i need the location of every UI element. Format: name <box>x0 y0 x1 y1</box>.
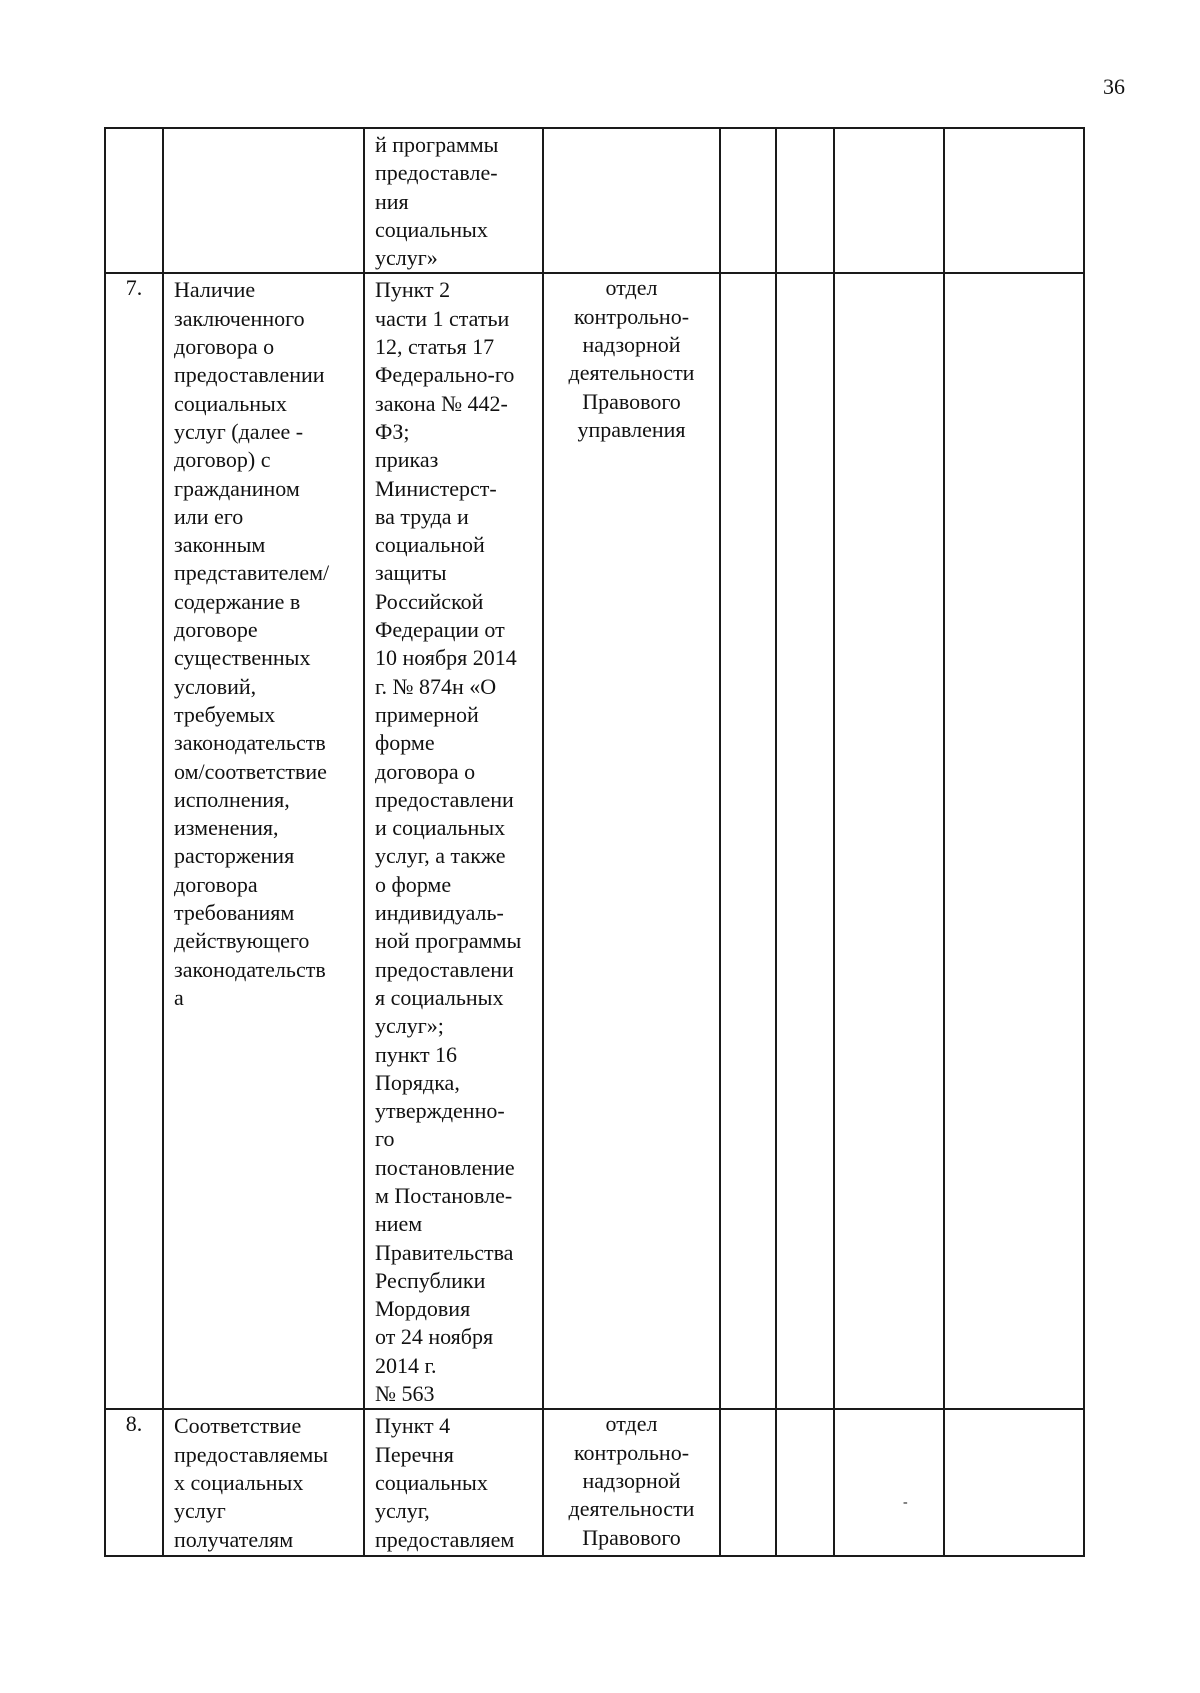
responsible-cell <box>543 128 720 273</box>
empty-cell <box>944 273 1084 1409</box>
dash-cell <box>834 1409 944 1556</box>
inspection-table <box>104 127 1085 1557</box>
row-number-cell <box>105 128 163 273</box>
requirement-cell: Соответствие предоставляемы х социальных услуг получателям <box>163 1409 364 1556</box>
dash-mark: - <box>903 1495 908 1511</box>
legal-basis-cell: Пункт 4 Перечня социальных услуг, предоставляем <box>364 1409 543 1556</box>
empty-cell <box>944 1409 1084 1556</box>
empty-cell <box>720 273 776 1409</box>
empty-cell <box>944 128 1084 273</box>
empty-cell <box>720 1409 776 1556</box>
empty-cell <box>834 273 944 1409</box>
table-row <box>105 1409 1084 1556</box>
legal-basis-cell: й программы предоставле- ния социальных услуг» <box>364 128 543 273</box>
empty-cell <box>776 273 834 1409</box>
table-row <box>105 273 1084 1409</box>
page-number: 36 <box>1103 74 1125 99</box>
legal-basis-cell: Пункт 2 части 1 статьи 12, статья 17 Федерально-го закона № 442- ФЗ; приказ Министерст- ва труда и социальной защиты Российской Федерации от 10 ноября 2014 г. № 874н «О примерной форме договора о предоставлени и социальных услуг, а также о форме индивидуаль- ной программы предоставлени я социальных услуг»; пункт 16 Порядка, утвержденно- го постановление м Постановле- нием Правительства Республики Мордовия от 24 ноября 2014 г. № 563 <box>364 273 543 1409</box>
empty-cell <box>834 128 944 273</box>
empty-cell <box>720 128 776 273</box>
responsible-cell: отдел контрольно- надзорной деятельности Правового <box>543 1409 720 1556</box>
requirement-cell: Наличие заключенного договора о предоставлении социальных услуг (далее - договор) с гражданином или его законным представителем/ содержание в договоре существенных условий, требуемых законодательств ом/соответствие исполнения, изменения, расторжения договора требованиям действующего законодательств а <box>163 273 364 1409</box>
empty-cell <box>776 128 834 273</box>
row-number-cell: 7. <box>105 273 163 1409</box>
table-row <box>105 128 1084 273</box>
empty-cell <box>776 1409 834 1556</box>
row-number-cell: 8. <box>105 1409 163 1556</box>
requirement-cell <box>163 128 364 273</box>
responsible-cell: отдел контрольно- надзорной деятельности Правового управления <box>543 273 720 1409</box>
